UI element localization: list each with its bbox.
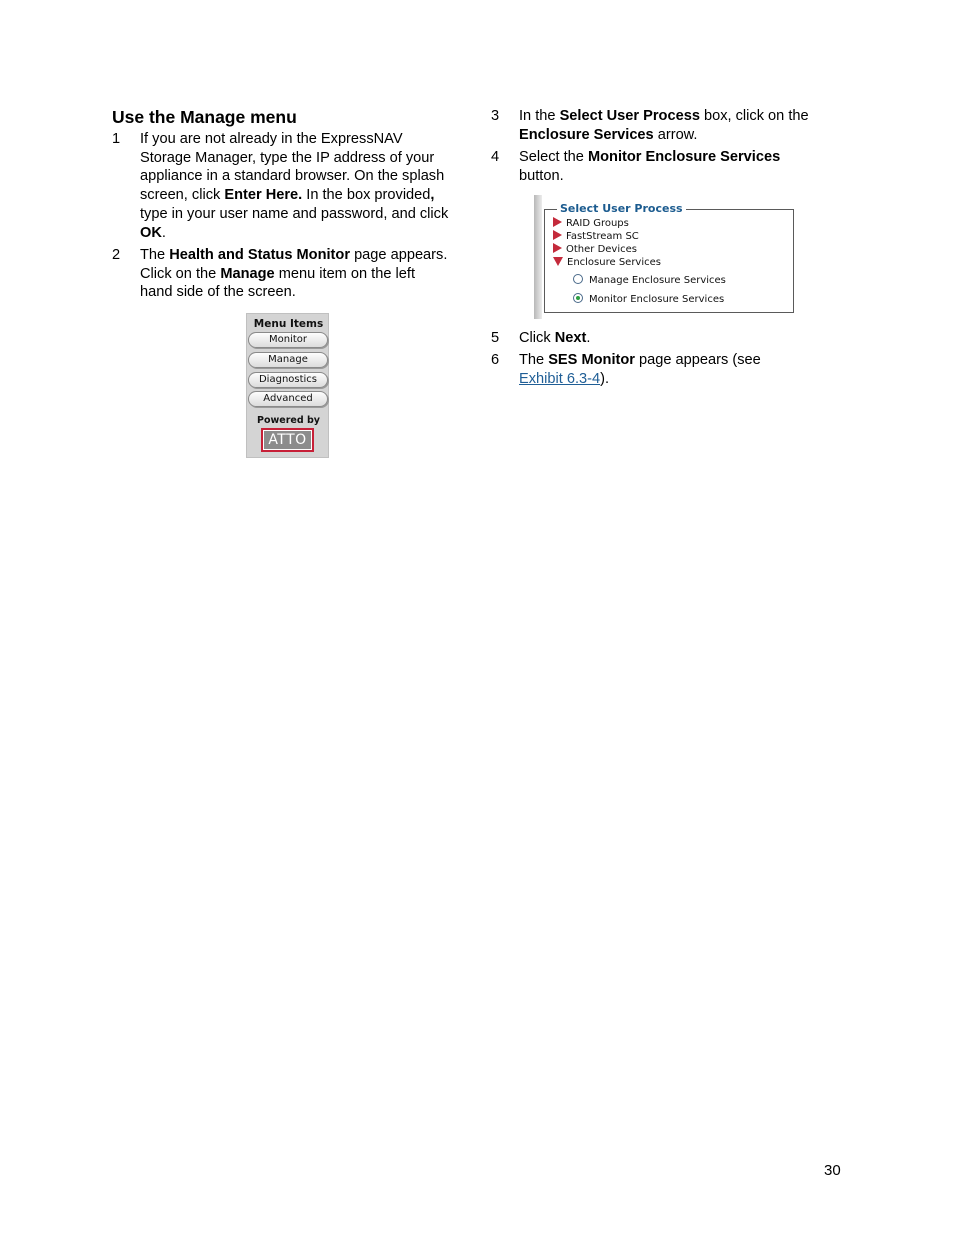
menu-items-panel [246,313,329,458]
step-number: 5 [491,330,500,346]
atto-logo-text: ATTO [263,430,312,450]
step-2-line-3: hand side of the screen. [140,284,296,301]
text: , [430,187,435,204]
step-6-line-2 [519,370,849,389]
select-user-process-panel [534,195,796,319]
health-status-monitor-label: Health and Status Monitor [169,247,351,263]
select-user-process-legend: Select User Process [557,202,686,215]
faststream-sc-item[interactable] [553,231,639,243]
text: ). [600,370,610,387]
step-number: 1 [112,131,121,147]
step-3-line-2 [519,126,849,145]
manage-enclosure-services-option[interactable] [573,274,726,288]
step-number: 2 [112,247,121,263]
monitor-enclosure-services-option[interactable] [573,293,724,307]
section-heading: Use the Manage menu [112,107,297,127]
arrow-right-icon[interactable] [553,243,562,253]
item-label: Enclosure Services [567,257,661,268]
step-1-line-3: appliance in a standard browser. On the splash [140,168,445,185]
powered-by-label: Powered by [257,415,320,426]
next-label: Next [554,330,587,346]
step-1-line-4 [140,186,480,205]
item-label: FastStream SC [566,231,639,242]
enclosure-services-item[interactable] [553,257,661,269]
step-number: 4 [491,149,500,165]
text: Select the [519,149,588,165]
advanced-menu-button[interactable]: Advanced [248,391,328,407]
manage-label: Manage [220,265,275,282]
text: Click on the [140,265,221,282]
menu-items-title: Menu Items [253,318,324,330]
arrow-right-icon[interactable] [553,230,562,240]
text: arrow. [653,126,698,143]
text: In the [519,108,560,124]
arrow-down-icon[interactable] [553,257,563,266]
text: . [586,330,591,346]
text: In the box provided [302,187,431,204]
step-1-line-1: If you are not already in the ExpressNAV [140,131,403,147]
select-user-process-box [544,202,794,313]
step-1-line-2: Storage Manager, type the IP address of your [140,149,435,166]
item-label: Other Devices [566,244,637,255]
page-number: 30 [824,1162,841,1179]
step-5-line-1 [519,329,849,348]
monitor-menu-button[interactable]: Monitor [248,332,328,348]
text: page appears (see [634,352,761,368]
exhibit-link[interactable]: Exhibit 6.3-4 [519,370,601,387]
step-4-line-2: button. [519,167,564,184]
enclosure-services-label: Enclosure Services [519,126,654,143]
step-6-line-1 [519,351,849,370]
step-2-line-2 [140,265,480,284]
text: Click [519,330,555,346]
step-3-line-1 [519,107,849,126]
option-label: Monitor Enclosure Services [589,294,725,305]
manage-menu-button[interactable]: Manage [248,352,328,368]
raid-groups-item[interactable] [553,218,629,230]
step-number: 6 [491,352,500,368]
enter-here-label: Enter Here. [224,187,303,204]
step-1-line-6 [140,224,480,243]
text: screen, click [140,187,225,204]
other-devices-item[interactable] [553,244,637,256]
option-label: Manage Enclosure Services [589,275,726,286]
panel-side-bar [534,195,542,319]
step-number: 3 [491,108,500,124]
select-user-process-label: Select User Process [559,108,700,124]
radio-unchecked-icon[interactable] [573,274,583,284]
text: box, click on the [699,108,809,124]
step-2-line-1 [140,246,480,265]
text: . [161,224,166,241]
step-1-line-5: type in your user name and password, and click [140,205,449,222]
radio-checked-icon[interactable] [573,293,583,303]
atto-logo [261,428,314,452]
ok-label: OK [140,224,162,241]
text: menu item on the left [274,265,415,282]
text: page appears. [350,247,448,263]
ses-monitor-label: SES Monitor [548,352,635,368]
step-4-line-1 [519,148,849,167]
diagnostics-menu-button[interactable]: Diagnostics [248,372,328,388]
arrow-right-icon[interactable] [553,217,562,227]
monitor-enclosure-services-label: Monitor Enclosure Services [587,149,781,165]
item-label: RAID Groups [566,218,629,229]
text: The [519,352,549,368]
text: The [140,247,170,263]
